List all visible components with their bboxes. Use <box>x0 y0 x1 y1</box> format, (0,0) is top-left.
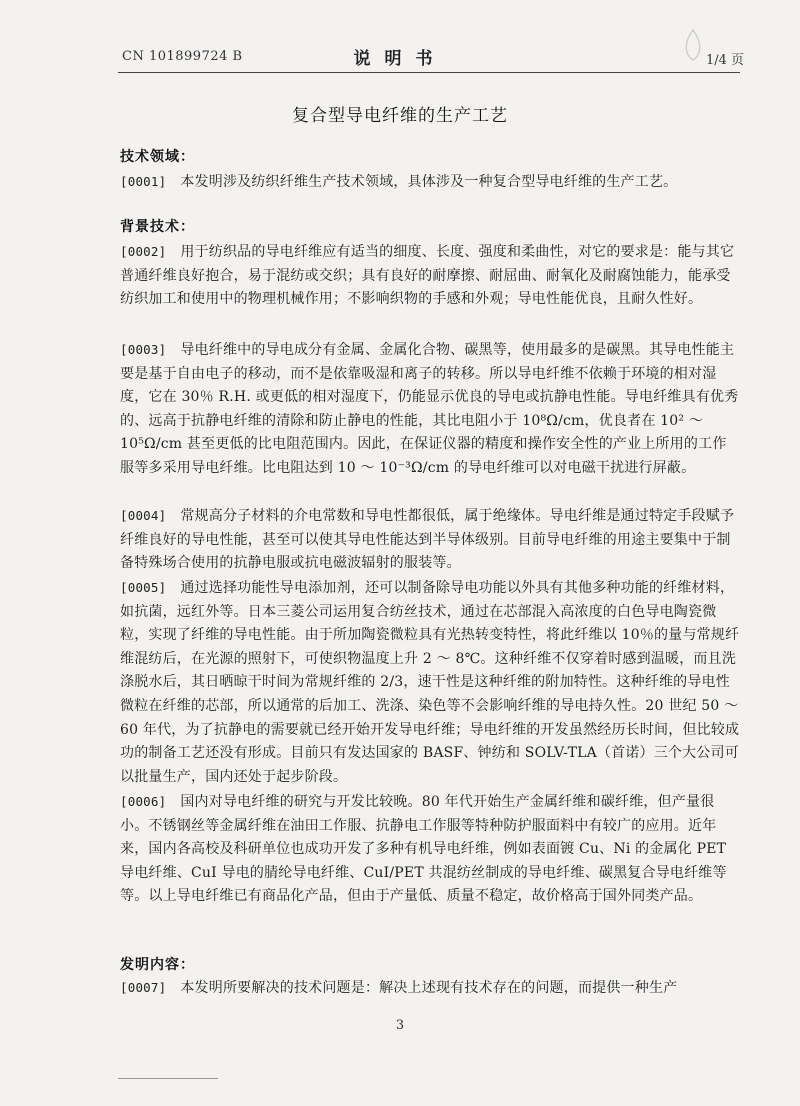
paragraph-number: [0003] <box>120 342 167 357</box>
document-type-heading: 说明书 <box>353 49 447 69</box>
patent-number: CN 101899724 B <box>122 49 243 64</box>
paragraph-0003 <box>120 338 740 481</box>
paragraph-text: 本发明涉及纺织纤维生产技术领域，具体涉及一种复合型导电纤维的生产工艺。 <box>180 174 678 190</box>
section-heading-background: 背景技术： <box>120 219 195 235</box>
paragraph-number: [0007] <box>120 980 167 995</box>
bottom-rule <box>118 1078 218 1079</box>
section-heading-tech-field: 技术领域： <box>120 149 195 165</box>
header-rule <box>118 72 740 73</box>
document-title: 复合型导电纤维的生产工艺 <box>292 106 508 126</box>
paragraph-text: 常规高分子材料的介电常数和导电性都很低，属于绝缘体。导电纤维是通过特定手段赋予纤维良好的导电性能，甚至可以使其导电性能达到半导体级别。目前导电纤维的用途主要集中于制备特殊场合使用的抗静电服或抗电磁波辐射的服装等。 <box>120 508 735 572</box>
paragraph-0004 <box>120 504 740 576</box>
paragraph-text: 国内对导电纤维的研究与开发比较晚。80 年代开始生产金属纤维和碳纤维，但产量很小。不锈钢丝等金属纤维在油田工作服、抗静电工作服等特种防护服面料中有较广的应用。近年来，国内各高校及科研单位也成功开发了多种有机导电纤维，例如表面镀 Cu、Ni 的金属化 PET 导电纤维、CuI 导电的腈纶导电纤维、CuI/PET 共混纺丝制成的导电纤维、碳黑复合导电纤维等等。以上导电纤维已有商品化产品，但由于产量低、质量不稳定，故价格高于国外同类产品。 <box>120 794 727 905</box>
paragraph-0006 <box>120 790 740 909</box>
paragraph-number: [0001] <box>120 174 167 189</box>
paragraph-0007 <box>120 976 740 1001</box>
paragraph-0005 <box>120 576 740 789</box>
paragraph-number: [0005] <box>120 580 167 595</box>
paragraph-number: [0006] <box>120 794 167 809</box>
paragraph-0001 <box>120 170 740 195</box>
paragraph-text: 本发明所要解决的技术问题是：解决上述现有技术存在的问题，而提供一种生产 <box>180 980 678 996</box>
paragraph-text: 导电纤维中的导电成分有金属、金属化合物、碳黑等，使用最多的是碳黑。其导电性能主要是基于自由电子的移动，而不是依靠吸湿和离子的转移。所以导电纤维不依赖于环境的相对湿度，它在 30％ R.H. 或更低的相对湿度下，仍能显示优良的导电或抗静电性能。导电纤维具有优秀的、远高于抗静电纤维的清除和防止静电的性能，其比电阻小于 10⁸Ω/cm，优良者在 10² ～ 10⁵Ω/cm 甚至更低的比电阻范围内。因此，在保证仪器的精度和操作安全性的产业上所用的工作服等多采用导电纤维。比电阻达到 10 ～ 10⁻³Ω/cm 的导电纤维可以对电磁干扰进行屏蔽。 <box>120 342 739 476</box>
paragraph-number: [0004] <box>120 508 167 523</box>
paragraph-number: [0002] <box>120 244 167 259</box>
page-indicator: 1/4 页 <box>706 53 745 68</box>
paragraph-text: 通过选择功能性导电添加剂，还可以制备除导电功能以外具有其他多种功能的纤维材料，如抗菌，远红外等。日本三菱公司运用复合纺丝技术，通过在芯部混入高浓度的白色导电陶瓷微粒，实现了纤维的导电性能。由于所加陶瓷微粒具有光热转变特性，将此纤维以 10％的量与常规纤维混纺后，在光源的照射下，可使织物温度上升 2 ～ 8℃。这种纤维不仅穿着时感到温暖，而且洗涤脱水后，其日晒晾干时间为常规纤维的 2/3，速干性是这种纤维的附加特性。这种纤维的导电性微粒在纤维的芯部，所以通常的后加工、洗涤、染色等不会影响纤维的导电持久性。20 世纪 50 ～ 60 年代，为了抗静电的需要就已经开始开发导电纤维；导电纤维的开发虽然经历长时间，但比较成功的制备工艺还没有形成。目前只有发达国家的 BASF、钟纺和 SOLV-TLA（首诺）三个大公司可以批量生产，国内还处于起步阶段。 <box>120 580 740 785</box>
paragraph-text: 用于纺织品的导电纤维应有适当的细度、长度、强度和柔曲性，对它的要求是：能与其它普通纤维良好抱合，易于混纺或交织；具有良好的耐摩擦、耐屈曲、耐氧化及耐腐蚀能力，能承受纺织加工和使用中的物理机械作用；不影响织物的手感和外观；导电性能优良，且耐久性好。 <box>120 244 735 308</box>
section-heading-invention: 发明内容： <box>120 957 195 973</box>
page-number: 3 <box>395 1018 405 1033</box>
paragraph-0002 <box>120 240 740 312</box>
